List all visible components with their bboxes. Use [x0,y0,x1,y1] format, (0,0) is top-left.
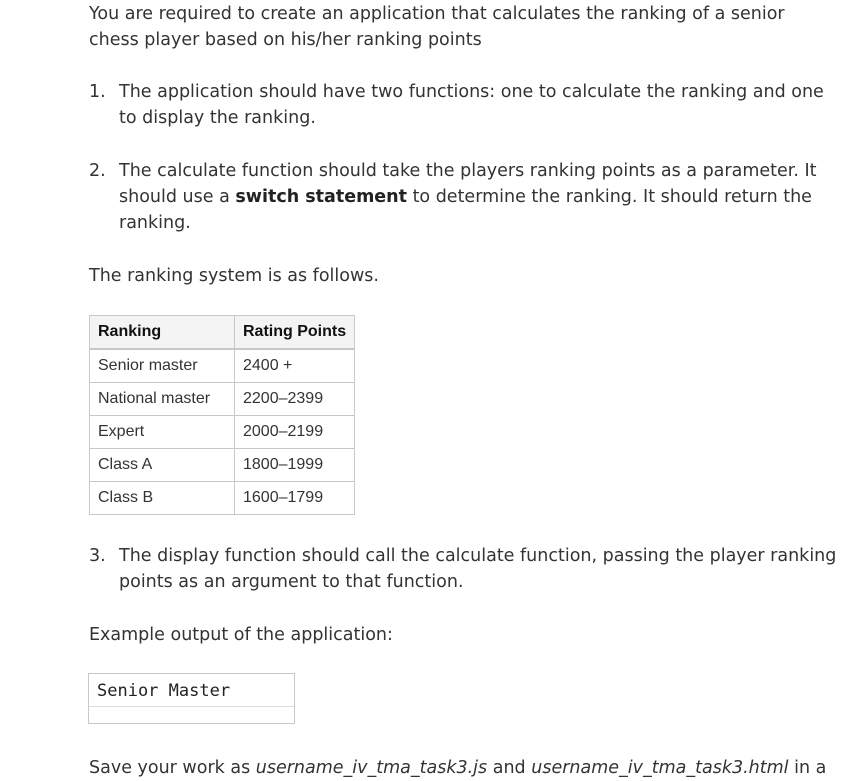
table-row [90,383,355,416]
list-item-text-before: The calculate function should take the players ranking points as a parameter. It should use a [119,161,817,207]
list-item-number: 3. [89,546,106,566]
list-item-number: 2. [89,161,106,181]
list-item-text: The application should have two functions: one to calculate the ranking and one to display the ranking. [119,82,824,128]
example-output-box [88,673,295,724]
table-header-row [90,316,355,350]
table-cell-ranking: Expert [90,416,235,449]
switch-statement-emphasis: switch statement [235,187,407,207]
table-header-ranking: Ranking [90,316,235,350]
save-instruction [89,755,826,781]
table-cell-points: 1600–1799 [235,482,355,515]
table-cell-ranking: Class B [90,482,235,515]
intro-paragraph: You are required to create an application that calculates the ranking of a senior chess player based on his/her ranking points [89,4,785,50]
table-cell-points: 1800–1999 [235,449,355,482]
list-item-number: 1. [89,82,106,102]
save-filename-js: username_iv_tma_task3.js [255,758,488,778]
ranking-table [89,315,355,515]
example-output-label: Example output of the application: [89,625,393,645]
save-prefix: Save your work as [89,758,256,778]
example-output-text: Senior Master [89,674,294,707]
table-cell-points: 2000–2199 [235,416,355,449]
table-cell-points: 2400 + [235,349,355,383]
list-item-text: The display function should call the calculate function, passing the player ranking points as an argument to that function. [119,546,837,592]
list-item-text [119,158,839,236]
table-header-rating-points: Rating Points [235,316,355,350]
table-row [90,449,355,482]
table-cell-ranking: Senior master [90,349,235,383]
save-middle: and [487,758,532,778]
table-cell-points: 2200–2399 [235,383,355,416]
save-filename-html: username_iv_tma_task3.html [531,758,789,778]
table-cell-ranking: National master [90,383,235,416]
list-item-text-after: to determine the ranking. It should return the ranking. [119,187,812,233]
save-suffix: in a [788,758,827,778]
ranking-system-intro: The ranking system is as follows. [89,266,379,286]
table-row [90,482,355,515]
table-row [90,349,355,383]
table-row [90,416,355,449]
table-cell-ranking: Class A [90,449,235,482]
